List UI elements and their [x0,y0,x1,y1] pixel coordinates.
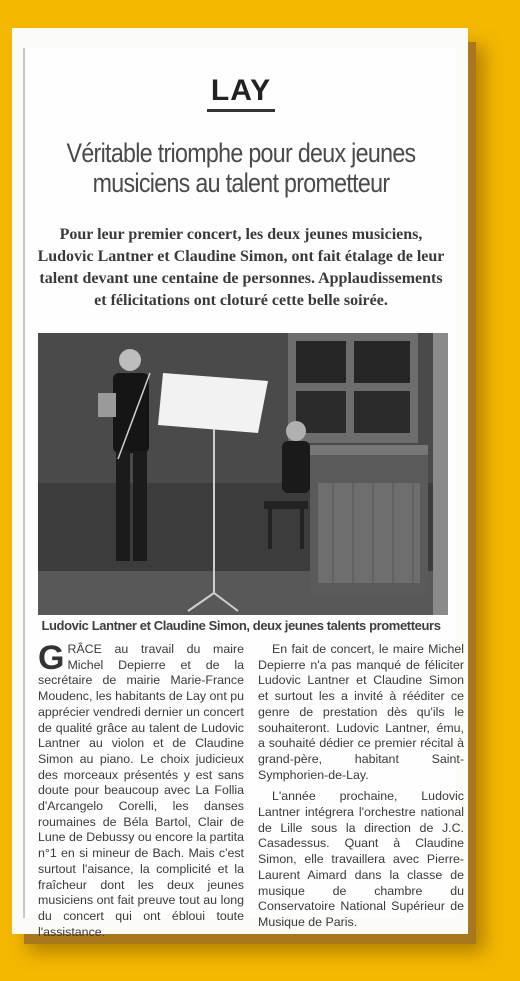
headline: Véritable triomphe pour deux jeunes musiciens au talent prometteur [66,138,416,198]
section-title [26,74,456,112]
body-paragraph-2: En fait de concert, le maire Michel Depierre n'a pas manqué de féliciter Ludovic Lantner et Claudine Simon et surtout les a invité à rééditer ce genre de prestation dès qu'ils le souhaiteront. Ludovic Lantner, ému, a souhaité dédier ce premier récital à grand-père, habitant Saint-Symphorien-de-Lay. [258,642,464,782]
body-paragraph-3: L'année prochaine, Ludovic Lantner intégrera l'orchestre national de Lille sous la direction de J.C. Casadessus. Quant à Claudine Simon, elle travaillera avec Pierre-Laurent Aimard dans la classe de musique de chambre du Conservatoire National Supérieur de Musique de Paris. [258,789,464,929]
concert-photo-illustration [38,333,448,615]
section-label: LAY [207,74,275,112]
body-column-1 [38,639,244,940]
drop-cap: G [38,639,65,677]
page-edge-rule [23,48,25,918]
body-column-2 [258,642,464,931]
lead-paragraph: Pour leur premier concert, les deux jeunes musiciens, Ludovic Lantner et Claudine Simon, ont fait étalage de leur talent devant une centaine de personnes. Applaudissements et félicitations ont cloturé cette belle soirée. [37,226,445,309]
newspaper-clipping [12,28,468,939]
body-paragraph-1: RÂCE au travail du maire Michel Depierre et de la secrétaire de mairie Marie-France Moudenc, les habitants de Lay ont pu apprécier vendredi dernier un concert de qualité grâce au talent de Ludovic Lantner au violon et de Claudine Simon au piano. Le choix judicieux des morceaux présentés y est sans doute pour beaucoup avec La Follia d'Arcangelo Corelli, les danses roumaines de Béla Bartol, Clair de Lune de Debussy ou encore la partita n°1 en si mineur de Bach. Mais c'est surtout l'aisance, la complicité et la fraîcheur dont les deux jeunes musiciens ont fait preuve tout au long du concert qui ont ébloui toute l'assistance. [38,642,244,939]
concert-photo [38,333,448,615]
scanned-article [26,48,464,939]
photo-caption: Ludovic Lantner et Claudine Simon, deux jeunes talents prometteurs [41,618,441,633]
